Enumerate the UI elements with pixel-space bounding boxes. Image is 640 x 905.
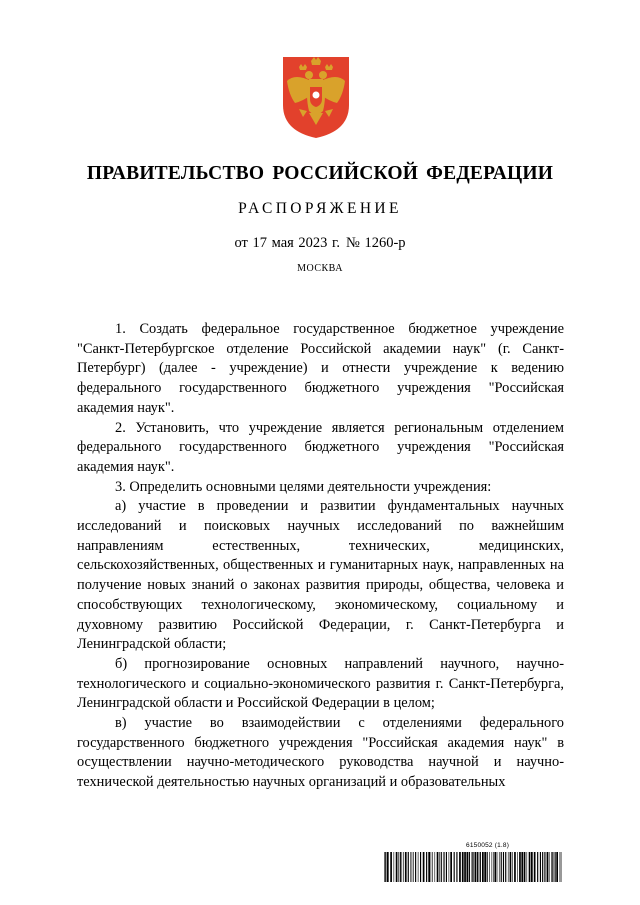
document-body bbox=[77, 320, 564, 793]
paragraph: 3. Определить основными целями деятельности учреждения: bbox=[115, 478, 492, 495]
coat-of-arms-emblem bbox=[281, 55, 351, 140]
barcode-number: 6150052 (1.8) bbox=[466, 842, 510, 849]
paragraph: 2. Установить, что учреждение является региональным отделением федерального государственного бюджетного учреждения "Российская академия наук". bbox=[77, 419, 564, 475]
document-type: РАСПОРЯЖЕНИЕ bbox=[238, 200, 402, 217]
paragraph: б) прогнозирование основных направлений научного, научно-технологического и социально-экономического развития г. Санкт-Петербурга, Ленинградской области и Российской Федерации в целом; bbox=[77, 655, 564, 712]
government-title: ПРАВИТЕЛЬСТВО РОССИЙСКОЙ ФЕДЕРАЦИИ bbox=[86, 163, 554, 184]
document-number: № 1260-р bbox=[345, 235, 406, 251]
barcode-icon bbox=[384, 852, 564, 882]
document-date-line bbox=[0, 235, 640, 252]
paragraph: в) участие во взаимодействии с отделениями федерального государственного бюджетного учреждения "Российская академия наук" в осуществлении научно-методического руководства научной и научно-технической деятельностью научных организаций и образовательных bbox=[77, 715, 564, 791]
document-city: МОСКВА bbox=[297, 263, 343, 274]
paragraph: 1. Создать федеральное государственное бюджетное учреждение "Санкт-Петербургское отделение Российской академии наук" (г. Санкт-Петербург) (далее - учреждение) и отнести учреждение к ведению федерального государственного бюджетного учреждения "Российская академия наук". bbox=[77, 321, 564, 416]
paragraph: а) участие в проведении и развитии фундаментальных научных исследований и поисковых научных исследований по важнейшим направлениям естественных, технических, медицинских, сельскохозяйственных, общественных и гуманитарных наук, направленных на получение новых знаний о законах развития природы, общества, человека и способствующих технологическому, экономическому, социальному и духовному развитию Российской Федерации, г. Санкт-Петербурга и Ленинградской области; bbox=[77, 498, 564, 653]
document-date: от 17 мая 2023 г. bbox=[234, 235, 340, 251]
